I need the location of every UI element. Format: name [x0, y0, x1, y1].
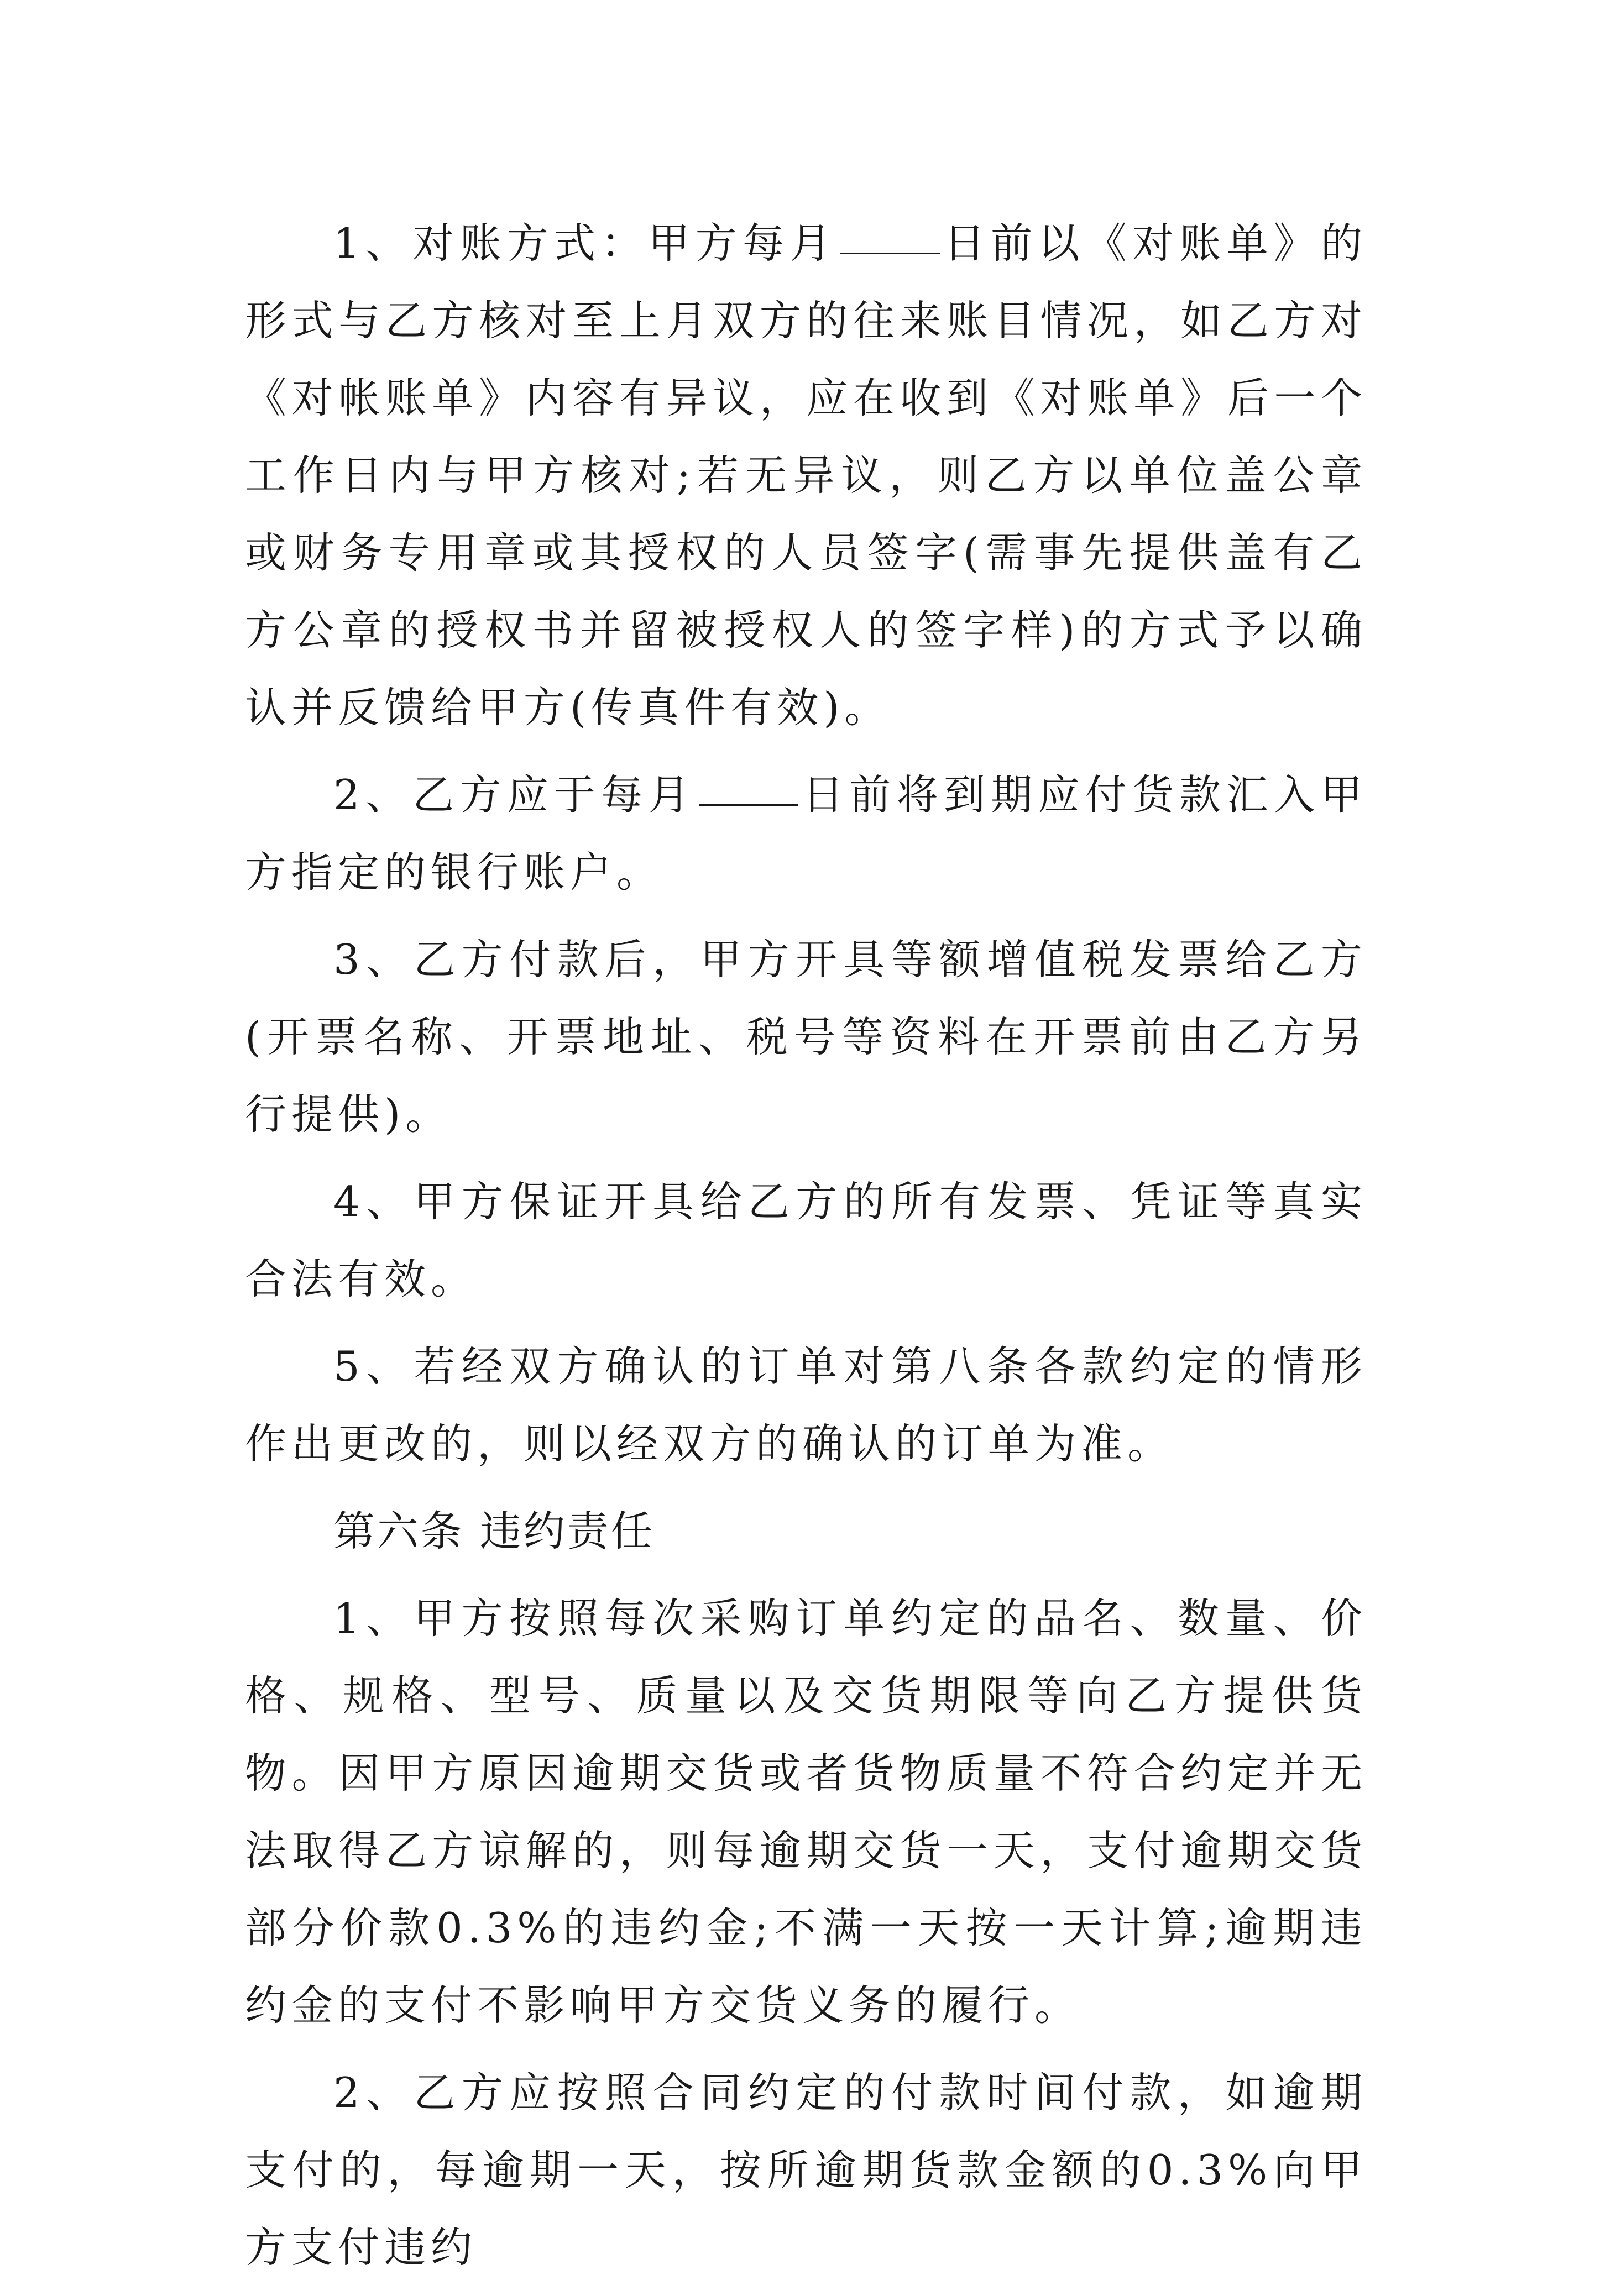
- paragraph-buyer-liability: 2、乙方应按照合同约定的付款时间付款，如逾期支付的，每逾期一天，按所逾期货款金额的0.3%向甲方支付违约: [245, 2068, 1367, 2272]
- document-body: [245, 205, 1367, 2296]
- fill-in-blank: [840, 252, 940, 254]
- paragraph-invoice-guarantee: 4、甲方保证开具给乙方的所有发票、凭证等真实合法有效。: [245, 1177, 1367, 1303]
- paragraph-payment-date: [245, 756, 1367, 911]
- paragraph-text: 1、对账方式：甲方每月: [333, 219, 837, 268]
- paragraph-order-change: 5、若经双方确认的订单对第八条各款约定的情形作出更改的，则以经双方的确认的订单为准。: [245, 1342, 1367, 1468]
- paragraph-text: 2、乙方应于每月: [333, 770, 696, 819]
- paragraph-text: 日前将到期应付货款汇入甲方指定的银行账户。: [245, 770, 1367, 897]
- fill-in-blank: [699, 804, 798, 806]
- paragraph-invoice: 3、乙方付款后，甲方开具等额增值税发票给乙方(开票名称、开票地址、税号等资料在开票前由乙方另行提供)。: [245, 935, 1367, 1139]
- paragraph-reconciliation: [245, 205, 1367, 746]
- paragraph-seller-liability: 1、甲方按照每次采购订单约定的品名、数量、价格、规格、型号、质量以及交货期限等向乙方提供货物。因甲方原因逾期交货或者货物质量不符合约定并无法取得乙方谅解的，则每逾期交货一天，支付逾期交货部分价款0.3%的违约金;不满一天按一天计算;逾期违约金的支付不影响甲方交货义务的履行。: [245, 1594, 1367, 2030]
- section-heading: 第六条 违约责任: [333, 1507, 655, 1555]
- paragraph-text: 日前以《对账单》的形式与乙方核对至上月双方的往来账目情况，如乙方对《对帐账单》内容有异议，应在收到《对账单》后一个工作日内与甲方核对;若无异议，则乙方以单位盖公章或财务专用章或其授权的人员签字(需事先提供盖有乙方公章的授权书并留被授权人的签字样)的方式予以确认并反馈给甲方(传真件有效)。: [245, 219, 1367, 732]
